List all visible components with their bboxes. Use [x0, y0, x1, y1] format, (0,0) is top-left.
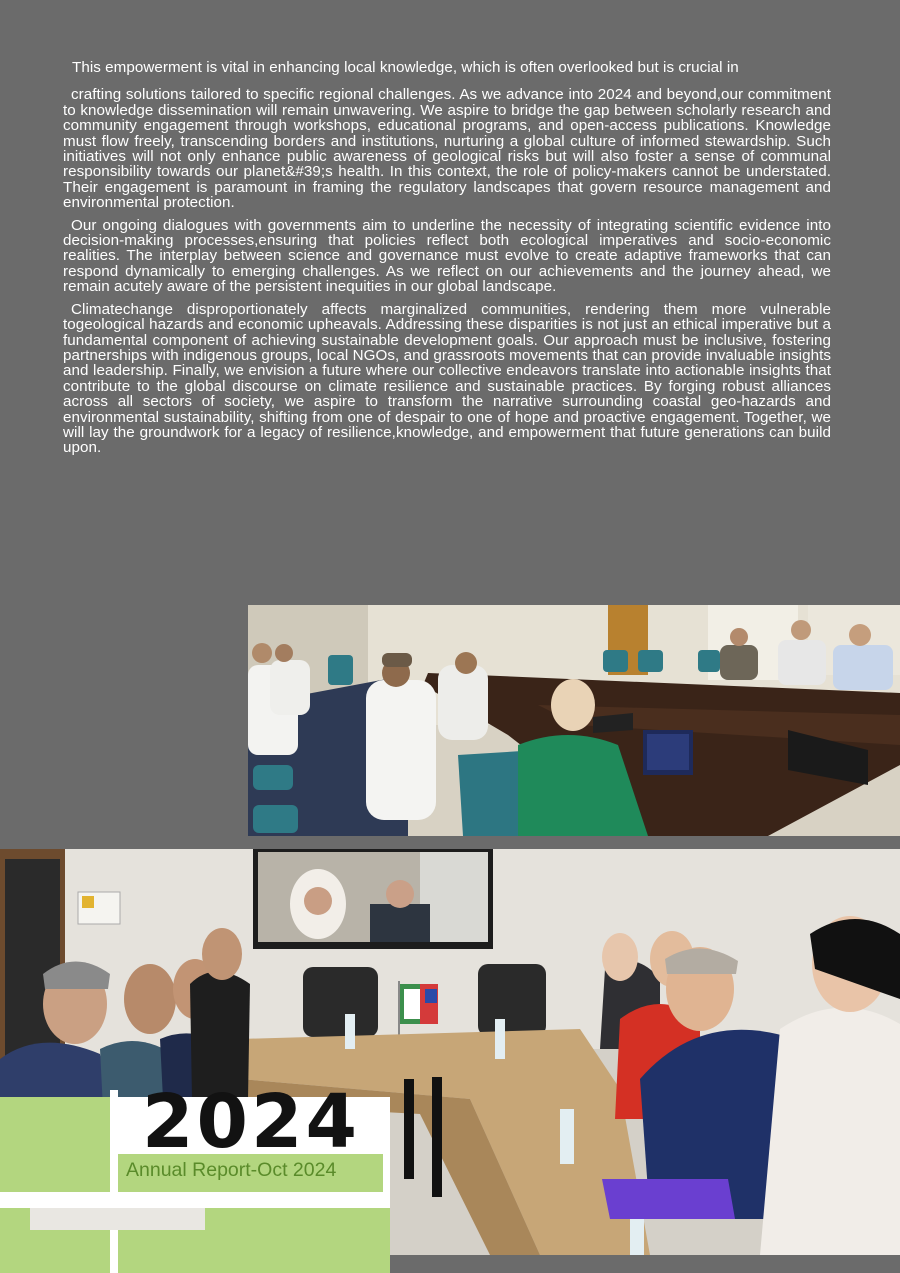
paragraph-climate: Climatechange disproportionately affects marginalized communities, rendering them more vulnerable togeological hazards and economic upheavals. Addressing these disparities is not just an ethical imperative but a fundamental component of achieving sustainable development goals. Our approach must be inclusive, fostering partnerships with indigenous groups, local NGOs, and grassroots movements that can provide invaluable insights and leadership. Finally, we envision a future where our collective endeavors translate into actionable insights that contribute to the global discourse on climate resilience and sustainable practices. By forging robust alliances across all sectors of society, we aspire to transform the narrative surrounding coastal geo-hazards and environmental sustainability, shifting from one of despair to one of hope and proactive engagement. Together, we will lay the groundwork for a legacy of resilience,knowledge, and empowerment that future generations can build upon.: [63, 300, 831, 457]
paragraph-intro: This empowerment is vital in enhancing local knowledge, which is often overlooked but is crucial in: [72, 59, 739, 76]
report-year: 2024: [142, 1079, 360, 1165]
report-subtitle: Annual Report-Oct 2024: [126, 1159, 337, 1181]
meeting-room-photo: [248, 605, 900, 836]
paragraph-governance: Our ongoing dialogues with governments aim to underline the necessity of integrating scientific evidence into decision-making processes,ensuring that policies reflect both ecological imperatives and socio-economic realities. The interplay between science and governance must evolve to create adaptive frameworks that can respond dynamically to emerging challenges. As we reflect on our achievements and the journey ahead, we remain acutely aware of the persistent inequities in our global landscape.: [63, 216, 831, 296]
paragraph-knowledge: crafting solutions tailored to specific regional challenges. As we advance into 2024 and beyond,our commitment to knowledge dissemination will remain unwavering. We aspire to bridge the gap between scholarly research and community engagement through workshops, educational programs, and open-access publications. Knowledge must flow freely, transcending borders and institutions, nurturing a global culture of informed stewardship. Such initiatives will not only enhance public awareness of geological risks but will also foster a sense of communal responsibility towards our planet&#39;s health. In this context, the role of policy-makers cannot be understated. Their engagement is paramount in framing the regulatory landscapes that govern resource management and environmental protection.: [63, 86, 831, 212]
body-text: [63, 60, 831, 463]
